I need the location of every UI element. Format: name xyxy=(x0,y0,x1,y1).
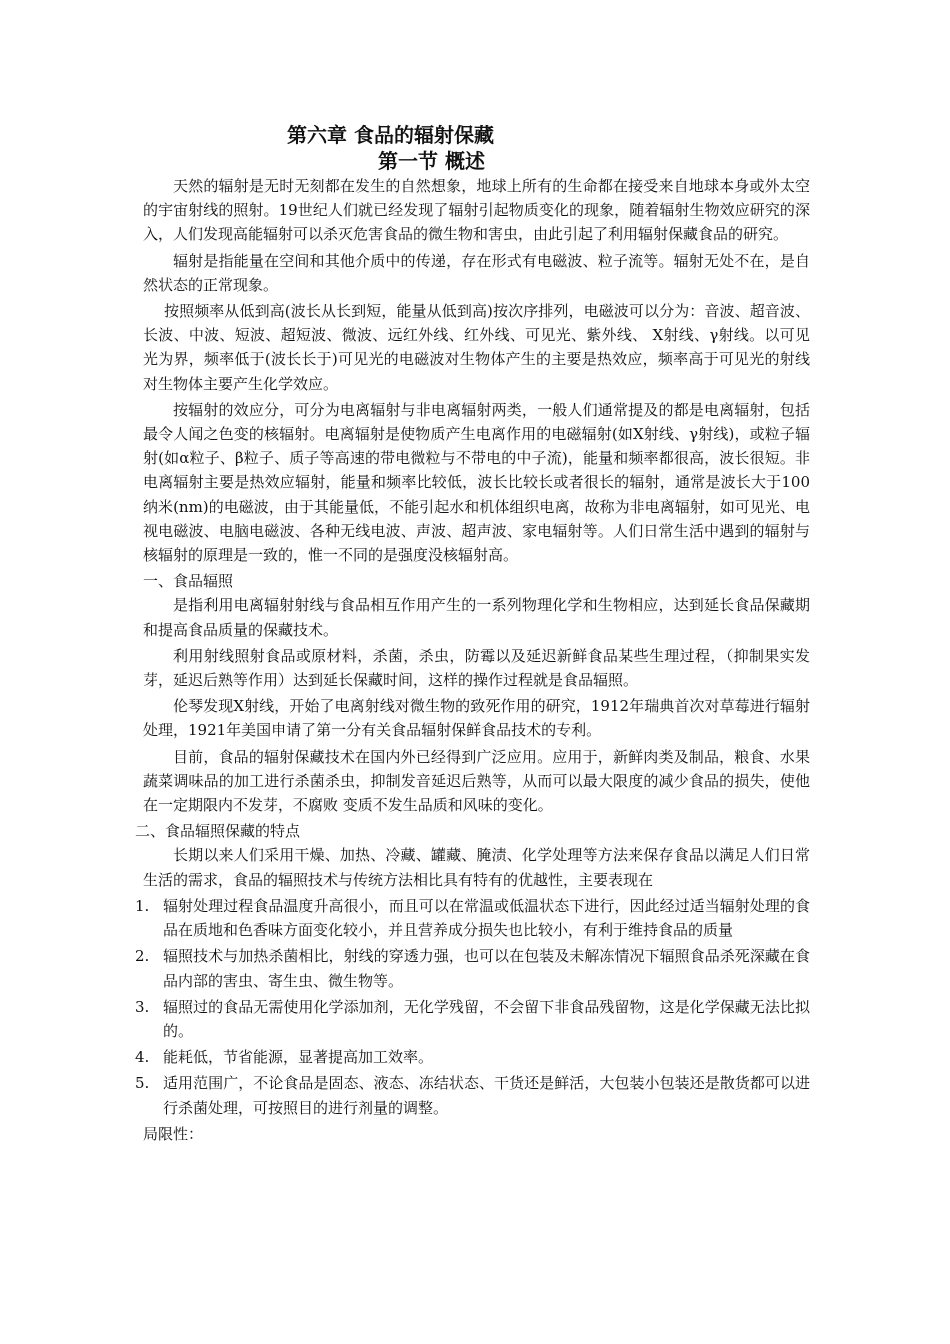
chapter-title: 第六章 食品的辐射保藏 xyxy=(287,123,494,147)
list-number: 3. xyxy=(135,997,150,1016)
list-text: 适用范围广，不论食品是固态、液态、冻结状态、干货还是鲜活，大包装小包装还是散货都可以进行杀菌处理，可按照目的进行剂量的调整。 xyxy=(163,1074,810,1117)
paragraph: 天然的辐射是无时无刻都在发生的自然想象，地球上所有的生命都在接受来自地球本身或外太空的宇宙射线的照射。19世纪人们就已经发现了辐射引起物质变化的现象，随着辐射生物效应研究的深入，人们发现高能辐射可以杀灭危害食品的微生物和害虫，由此引起了利用辐射保藏食品的研究。 xyxy=(143,177,810,244)
list-number: 4. xyxy=(135,1048,150,1067)
heading-irradiation-features: 二、食品辐照保藏的特点 xyxy=(135,822,301,841)
features-list xyxy=(135,894,810,1120)
list-number: 2. xyxy=(135,947,150,966)
list-item xyxy=(135,995,810,1043)
paragraph: 辐射是指能量在空间和其他介质中的传递，存在形式有电磁波、粒子流等。辐射无处不在，是自然状态的正常现象。 xyxy=(143,251,810,294)
paragraph: 伦琴发现X射线，开始了电离射线对微生物的致死作用的研究，1912年瑞典首次对草莓进行辐射处理，1921年美国申请了第一分有关食品辐射保鲜食品技术的专利。 xyxy=(143,697,810,740)
list-item xyxy=(135,894,810,942)
paragraph: 目前，食品的辐射保藏技术在国内外已经得到广泛应用。应用于，新鲜肉类及制品，粮食、水果蔬菜调味品的加工进行杀菌杀虫，抑制发音延迟后熟等，从而可以最大限度的减少食品的损失，使他在一定期限内不发芽，不腐败 变质不发生品质和风味的变化。 xyxy=(143,747,810,815)
paragraph: 按照频率从低到高(波长从长到短，能量从低到高)按次序排列，电磁波可以分为：音波、超音波、长波、中波、短波、超短波、微波、远红外线、红外线、可见光、紫外线、 X射线、γ射线。以可见光为界，频率低于(波长长于)可见光的电磁波对生物体产生的主要是热效应，频率高于可见光的射线对生物体主要产生化学效应。 xyxy=(143,302,810,393)
list-text: 能耗低，节省能源，显著提高加工效率。 xyxy=(163,1048,434,1067)
paragraph: 是指利用电离辐射射线与食品相互作用产生的一系列物理化学和生物相应，达到延长食品保藏期和提高食品质量的保藏技术。 xyxy=(143,596,810,639)
document-body xyxy=(135,174,810,1146)
section-title: 第一节 概述 xyxy=(378,149,485,173)
heading-food-irradiation: 一、食品辐照 xyxy=(143,572,234,591)
list-number: 1. xyxy=(135,896,150,915)
limitations-label: 局限性： xyxy=(143,1124,204,1143)
list-item xyxy=(135,1045,810,1069)
paragraph: 长期以来人们采用干燥、加热、冷藏、罐藏、腌渍、化学处理等方法来保存食品以满足人们日常生活的需求，食品的辐照技术与传统方法相比具有特有的优越性，主要表现在 xyxy=(143,846,810,889)
list-item xyxy=(135,1071,810,1119)
paragraph: 利用射线照射食品或原材料，杀菌，杀虫，防霉以及延迟新鲜食品某些生理过程，（抑制果实发芽，延迟后熟等作用）达到延长保藏时间，这样的操作过程就是食品辐照。 xyxy=(143,646,810,690)
list-number: 5. xyxy=(135,1074,150,1093)
list-text: 辐照过的食品无需使用化学添加剂，无化学残留，不会留下非食品残留物，这是化学保藏无法比拟的。 xyxy=(163,997,810,1040)
list-item xyxy=(135,944,810,992)
paragraph: 按辐射的效应分，可分为电离辐射与非电离辐射两类，一般人们通常提及的都是电离辐射，包括最令人闻之色变的核辐射。电离辐射是使物质产生电离作用的电磁辐射(如X射线、γ射线)，或粒子辐射(如α粒子、β粒子、质子等高速的带电微粒与不带电的中子流)，能量和频率都很高，波长很短。非电离辐射主要是热效应辐射，能量和频率比较低，波长比较长或者很长的辐射，通常是波长大于100纳米(nm)的电磁波，由于其能量低，不能引起水和机体组织电离，故称为非电离辐射，如可见光、电视电磁波、电脑电磁波、各种无线电波、声波、超声波、家电辐射等。人们日常生活中遇到的辐射与核辐射的原理是一致的，惟一不同的是强度没核辐射高。 xyxy=(143,400,810,565)
list-text: 辐照技术与加热杀菌相比，射线的穿透力强，也可以在包装及未解冻情况下辐照食品杀死深藏在食品内部的害虫、寄生虫、微生物等。 xyxy=(163,947,810,990)
list-text: 辐射处理过程食品温度升高很小，而且可以在常温或低温状态下进行，因此经过适当辐射处理的食品在质地和色香味方面变化较小，并且营养成分损失也比较小，有利于维持食品的质量 xyxy=(163,896,810,940)
